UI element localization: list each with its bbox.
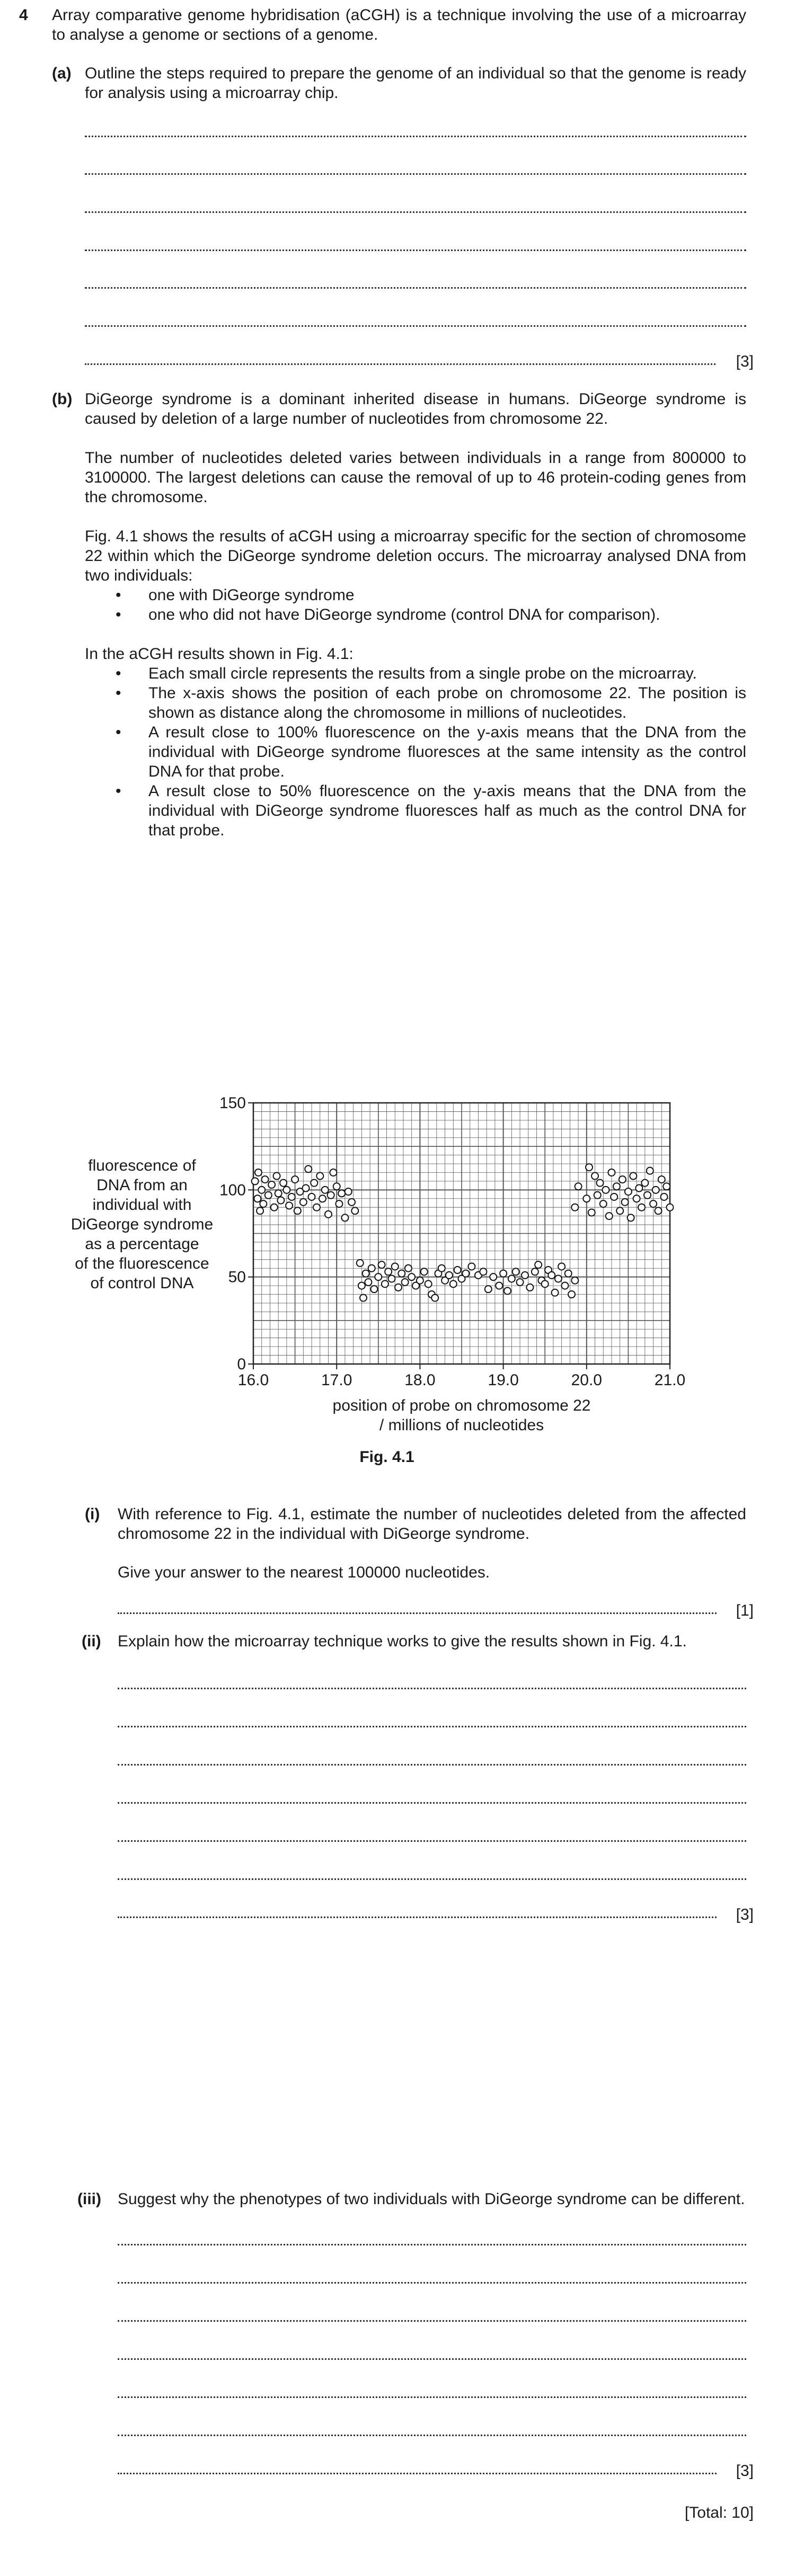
answer-line-bii-4[interactable] bbox=[118, 1802, 746, 1804]
answer-line-biii-2[interactable] bbox=[118, 2282, 746, 2284]
data-point bbox=[417, 1277, 423, 1284]
y-axis-label bbox=[71, 1157, 213, 1292]
data-point bbox=[638, 1204, 645, 1211]
data-point bbox=[408, 1273, 415, 1280]
y-axis-label-line: of control DNA bbox=[90, 1274, 194, 1292]
answer-line-a2[interactable] bbox=[85, 173, 746, 175]
answer-line-biii-4[interactable] bbox=[118, 2358, 746, 2360]
figure-caption: Fig. 4.1 bbox=[359, 1448, 414, 1466]
y-axis-label-line: fluorescence of bbox=[88, 1157, 196, 1174]
data-point bbox=[345, 1188, 352, 1195]
data-point bbox=[565, 1270, 572, 1277]
data-point bbox=[608, 1169, 615, 1176]
part-biii-marks: [3] bbox=[736, 2462, 754, 2480]
data-point bbox=[425, 1280, 432, 1287]
data-point bbox=[558, 1263, 565, 1270]
total-marks: [Total: 10] bbox=[684, 2504, 754, 2521]
data-point bbox=[613, 1183, 620, 1190]
data-point bbox=[351, 1207, 358, 1214]
data-point bbox=[316, 1173, 323, 1180]
answer-line-a1[interactable] bbox=[85, 136, 746, 137]
data-point bbox=[265, 1192, 272, 1199]
data-point bbox=[548, 1272, 555, 1279]
part-bii-text: Explain how the microarray technique works to give the results shown in Fig. 4.1. bbox=[118, 1633, 687, 1650]
answer-line-a6[interactable] bbox=[85, 325, 746, 327]
data-point bbox=[398, 1270, 405, 1277]
data-point bbox=[532, 1268, 538, 1275]
data-point bbox=[602, 1187, 609, 1193]
data-point bbox=[644, 1192, 651, 1199]
y-axis-label-line: as a percentage bbox=[85, 1235, 199, 1253]
data-point bbox=[462, 1270, 469, 1277]
data-point bbox=[655, 1207, 661, 1214]
answer-line-bii-7[interactable] bbox=[118, 1917, 717, 1918]
data-point bbox=[300, 1199, 307, 1206]
list-item: • Each small circle represents the results from a single probe on the microarray. bbox=[85, 664, 746, 683]
data-point bbox=[658, 1176, 665, 1183]
data-point bbox=[254, 1195, 261, 1202]
data-point bbox=[252, 1178, 259, 1184]
figure-4-1-chart bbox=[0, 1091, 795, 1483]
list-item: • A result close to 100% fluorescence on the y-axis means that the DNA from the individual with DiGeorge syndrome fluoresces at the same intensity as the control DNA for that probe. bbox=[85, 723, 746, 781]
x-tick-label: 19.0 bbox=[488, 1371, 519, 1389]
data-point bbox=[283, 1187, 290, 1193]
data-point bbox=[286, 1202, 293, 1209]
data-point bbox=[619, 1176, 626, 1183]
data-point bbox=[571, 1277, 578, 1284]
data-point bbox=[647, 1167, 653, 1174]
data-point bbox=[622, 1199, 629, 1206]
y-axis-label-line: DNA from an bbox=[96, 1176, 188, 1194]
data-point bbox=[526, 1284, 533, 1291]
data-point bbox=[333, 1183, 340, 1190]
y-axis-label-line: of the fluorescence bbox=[75, 1255, 209, 1272]
list-item: • The x-axis shows the position of each probe on chromosome 22. The position is shown as distance along the chromosome in millions of nucleotides. bbox=[85, 683, 746, 723]
part-b-paragraph-2: The number of nucleotides deleted varies between individuals in a range from 800000 to 3100000. The largest deletions can cause the removal of up to 46 protein-coding genes from the chromosome. bbox=[85, 449, 746, 506]
list-item: • one who did not have DiGeorge syndrome (control DNA for comparison). bbox=[85, 605, 746, 625]
results-list bbox=[85, 664, 746, 840]
part-a-marks: [3] bbox=[736, 353, 754, 370]
answer-line-biii-7[interactable] bbox=[118, 2473, 717, 2474]
part-biii-text: Suggest why the phenotypes of two individuals with DiGeorge syndrome can be different. bbox=[118, 2190, 745, 2208]
data-point bbox=[594, 1192, 601, 1199]
part-bi-text: With reference to Fig. 4.1, estimate the number of nucleotides deleted from the affected chromosome 22 in the individual with DiGeorge syndrome. bbox=[118, 1505, 746, 1543]
data-point bbox=[591, 1173, 598, 1180]
data-point bbox=[421, 1268, 428, 1275]
x-tick-label: 16.0 bbox=[237, 1371, 269, 1389]
y-tick-label: 150 bbox=[219, 1094, 246, 1112]
data-point bbox=[370, 1286, 377, 1293]
data-point bbox=[650, 1200, 657, 1207]
part-bi-label: (i) bbox=[85, 1505, 100, 1523]
data-point bbox=[630, 1173, 637, 1180]
results-intro: In the aCGH results shown in Fig. 4.1: bbox=[85, 645, 354, 663]
data-point bbox=[568, 1291, 575, 1298]
part-biii-label: (iii) bbox=[77, 2190, 101, 2208]
data-point bbox=[363, 1270, 369, 1277]
data-point bbox=[485, 1286, 492, 1293]
part-a-text: Outline the steps required to prepare the genome of an individual so that the genome is ready for analysis using a microarray chip. bbox=[85, 65, 746, 102]
answer-line-bii-5[interactable] bbox=[118, 1840, 746, 1842]
data-point bbox=[292, 1176, 298, 1183]
answer-line-bi[interactable] bbox=[118, 1612, 717, 1614]
data-point bbox=[446, 1272, 453, 1279]
part-bii-marks: [3] bbox=[736, 1906, 754, 1923]
data-point bbox=[561, 1282, 568, 1289]
answer-line-a3[interactable] bbox=[85, 211, 746, 213]
data-point bbox=[313, 1204, 320, 1211]
x-axis-label-line: position of probe on chromosome 22 bbox=[332, 1397, 591, 1414]
data-point bbox=[378, 1261, 385, 1268]
data-point bbox=[322, 1187, 329, 1193]
list-item: • one with DiGeorge syndrome bbox=[85, 585, 746, 605]
data-point bbox=[392, 1263, 399, 1270]
data-point bbox=[508, 1275, 515, 1282]
answer-line-a7[interactable] bbox=[85, 363, 716, 365]
data-point bbox=[325, 1211, 332, 1218]
data-point bbox=[260, 1200, 267, 1207]
data-point bbox=[652, 1187, 659, 1193]
y-axis-label-line: individual with bbox=[92, 1196, 192, 1214]
data-point bbox=[375, 1273, 382, 1280]
question-intro: Array comparative genome hybridisation (aCGH) is a technique involving the use of a microarray to analyse a genome or sections of a genome. bbox=[52, 6, 746, 43]
data-point bbox=[513, 1268, 519, 1275]
data-point bbox=[628, 1214, 634, 1221]
data-point bbox=[338, 1190, 345, 1197]
part-a-label: (a) bbox=[52, 65, 72, 82]
part-b-paragraph-3: Fig. 4.1 shows the results of aCGH using a microarray specific for the section of chromosome 22 within which the DiGeorge syndrome deletion occurs. The microarray analysed DNA from two individuals: bbox=[85, 528, 746, 584]
data-point bbox=[303, 1185, 310, 1192]
y-tick-label: 100 bbox=[219, 1181, 246, 1199]
data-point bbox=[395, 1284, 402, 1291]
data-point bbox=[262, 1176, 269, 1183]
data-point bbox=[308, 1193, 315, 1200]
data-point bbox=[450, 1280, 457, 1287]
data-point bbox=[319, 1195, 326, 1202]
data-point bbox=[258, 1187, 265, 1193]
chart-points bbox=[252, 1164, 674, 1302]
answer-line-a5[interactable] bbox=[85, 287, 746, 289]
data-point bbox=[555, 1275, 562, 1282]
answer-line-bii-2[interactable] bbox=[118, 1726, 746, 1727]
part-bi-marks: [1] bbox=[736, 1602, 754, 1619]
part-bi-instruction: Give your answer to the nearest 100000 nucleotides. bbox=[118, 1564, 490, 1581]
data-point bbox=[663, 1183, 670, 1190]
data-point bbox=[288, 1193, 295, 1200]
data-point bbox=[542, 1280, 549, 1287]
x-axis-label-line: / millions of nucleotides bbox=[379, 1416, 544, 1434]
chart-grid bbox=[253, 1103, 670, 1364]
data-point bbox=[480, 1268, 487, 1275]
data-point bbox=[633, 1195, 640, 1202]
data-point bbox=[357, 1260, 364, 1267]
part-b-body bbox=[85, 389, 746, 840]
data-point bbox=[454, 1267, 461, 1273]
data-point bbox=[606, 1213, 613, 1219]
part-b-label: (b) bbox=[52, 390, 73, 408]
data-point bbox=[625, 1188, 632, 1195]
data-point bbox=[588, 1209, 595, 1216]
data-point bbox=[596, 1180, 603, 1187]
data-point bbox=[365, 1279, 372, 1286]
data-point bbox=[280, 1180, 287, 1187]
part-b-paragraph-1: DiGeorge syndrome is a dominant inherited disease in humans. DiGeorge syndrome is caused by deletion of a large number of nucleotides from chromosome 22. bbox=[85, 390, 746, 427]
part-bii-label: (ii) bbox=[82, 1633, 101, 1650]
data-point bbox=[277, 1197, 284, 1204]
answer-line-biii-6[interactable] bbox=[118, 2435, 746, 2436]
data-point bbox=[257, 1207, 263, 1214]
data-point bbox=[575, 1183, 582, 1190]
x-axis-label bbox=[333, 1397, 591, 1434]
data-point bbox=[438, 1265, 445, 1272]
data-point bbox=[405, 1265, 412, 1272]
data-point bbox=[600, 1200, 607, 1207]
answer-line-biii-5[interactable] bbox=[118, 2396, 746, 2398]
data-point bbox=[500, 1270, 507, 1277]
data-point bbox=[275, 1190, 282, 1197]
list-item: • A result close to 50% fluorescence on the y-axis means that the DNA from the individual with DiGeorge syndrome fluoresces half as much as the control DNA for that probe. bbox=[85, 781, 746, 840]
data-point bbox=[611, 1193, 617, 1200]
x-tick-label: 17.0 bbox=[321, 1371, 352, 1389]
data-point bbox=[273, 1173, 280, 1180]
data-point bbox=[330, 1169, 337, 1176]
data-point bbox=[504, 1287, 511, 1294]
data-point bbox=[305, 1165, 312, 1172]
data-point bbox=[402, 1279, 409, 1286]
data-point bbox=[468, 1263, 475, 1270]
data-point bbox=[552, 1289, 559, 1296]
data-point bbox=[268, 1181, 275, 1188]
x-tick-label: 18.0 bbox=[404, 1371, 436, 1389]
answer-line-a4[interactable] bbox=[85, 249, 746, 251]
answer-line-bii-6[interactable] bbox=[118, 1878, 746, 1880]
answer-line-biii-1[interactable] bbox=[118, 2244, 746, 2245]
data-point bbox=[382, 1280, 388, 1287]
data-point bbox=[490, 1273, 497, 1280]
y-tick-label: 0 bbox=[237, 1356, 246, 1373]
data-point bbox=[517, 1279, 524, 1286]
data-point bbox=[522, 1272, 528, 1279]
question-number: 4 bbox=[19, 6, 28, 24]
data-point bbox=[667, 1204, 674, 1211]
data-point bbox=[360, 1295, 367, 1302]
data-point bbox=[335, 1200, 342, 1207]
data-point bbox=[271, 1204, 278, 1211]
data-point bbox=[616, 1207, 623, 1214]
data-point bbox=[635, 1185, 642, 1192]
y-axis-label-line: DiGeorge syndrome bbox=[70, 1216, 214, 1233]
data-point bbox=[311, 1180, 317, 1187]
data-point bbox=[255, 1169, 262, 1176]
answer-line-bii-3[interactable] bbox=[118, 1764, 746, 1766]
data-point bbox=[294, 1207, 301, 1214]
individuals-list bbox=[85, 585, 746, 625]
data-point bbox=[583, 1195, 590, 1202]
x-tick-label: 20.0 bbox=[571, 1371, 602, 1389]
y-tick-label: 50 bbox=[228, 1268, 246, 1286]
data-point bbox=[660, 1193, 667, 1200]
answer-line-biii-3[interactable] bbox=[118, 2320, 746, 2322]
data-point bbox=[358, 1282, 365, 1289]
data-point bbox=[586, 1164, 593, 1171]
x-tick-label: 21.0 bbox=[654, 1371, 686, 1389]
data-point bbox=[496, 1282, 502, 1289]
data-point bbox=[641, 1180, 648, 1187]
data-point bbox=[388, 1275, 395, 1282]
answer-line-bii-1[interactable] bbox=[118, 1688, 746, 1689]
data-point bbox=[535, 1261, 542, 1268]
data-point bbox=[385, 1268, 392, 1275]
data-point bbox=[571, 1204, 578, 1211]
data-point bbox=[341, 1214, 348, 1221]
data-point bbox=[328, 1192, 334, 1199]
data-point bbox=[348, 1199, 355, 1206]
data-point bbox=[368, 1265, 375, 1272]
data-point bbox=[431, 1295, 438, 1302]
